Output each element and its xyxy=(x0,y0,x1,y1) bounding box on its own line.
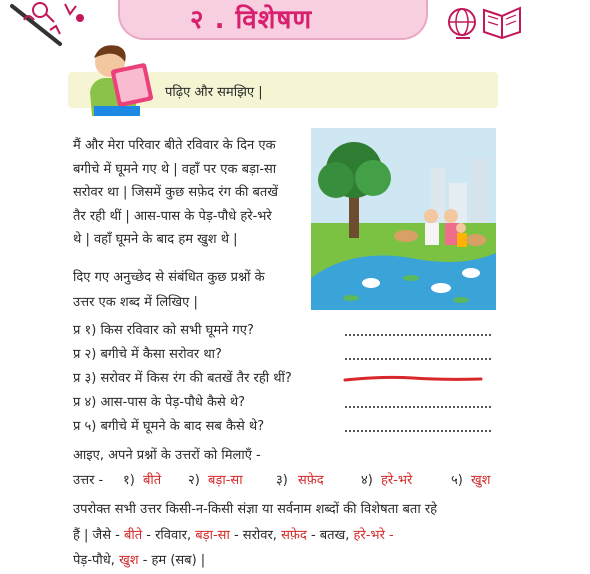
example-rest-4: - xyxy=(389,527,394,543)
answer-number-1: १) xyxy=(123,473,135,488)
question-3: प्र ३) सरोवर में किस रंग की बतखें तैर रही थीं? xyxy=(73,371,292,386)
instruction-line: दिए गए अनुच्छेद से संबंधित कुछ प्रश्नों के xyxy=(73,270,265,285)
paragraph-line: थे | वहाँ घूमने के बाद हम खुश थे | xyxy=(73,232,238,247)
answers-row xyxy=(73,470,503,490)
boy-reading-illustration xyxy=(70,40,160,120)
answer-3: सफ़ेद xyxy=(298,473,324,488)
book-icon xyxy=(480,2,526,42)
summary-line3-prefix: पेड़-पौधे, xyxy=(73,553,115,568)
example-word-4: हरे-भरे xyxy=(353,527,385,543)
question-1: प्र १) किस रविवार को सभी घूमने गए? xyxy=(73,323,254,338)
instruction-line: उत्तर एक शब्द में लिखिए | xyxy=(73,295,198,310)
example-rest-2: - सरोवर, xyxy=(233,527,277,543)
paragraph-line: सरोवर था | जिसमें कुछ सफ़ेद रंग की बतखें xyxy=(73,185,278,200)
example-word-1: बीते xyxy=(123,527,143,543)
answer-number-3: ३) xyxy=(276,473,288,488)
example-rest-3: - बतख, xyxy=(310,527,350,543)
match-answers-heading: आइए, अपने प्रश्नों के उत्तरों को मिलाएँ - xyxy=(73,448,261,463)
example-rest-5: - हम (सब) | xyxy=(142,553,206,568)
answer-number-5: ५) xyxy=(451,473,463,488)
example-word-3: सफ़ेद xyxy=(281,527,307,543)
answer-line-1[interactable] xyxy=(345,334,491,336)
answer-4: हरे-भरे xyxy=(381,473,413,488)
answer-line-4[interactable] xyxy=(345,406,491,408)
summary-line-3 xyxy=(73,548,437,574)
story-paragraph xyxy=(73,134,309,252)
answer-line-2[interactable] xyxy=(345,358,491,360)
answer-5: खुश xyxy=(471,473,491,488)
answer-line-3-underline[interactable] xyxy=(343,374,483,384)
example-rest-1: - रविवार, xyxy=(146,527,192,543)
summary-text xyxy=(73,497,437,574)
family-park-illustration xyxy=(311,128,496,310)
instruction-text xyxy=(73,265,265,315)
answer-1: बीते xyxy=(143,473,162,488)
summary-line-2 xyxy=(73,523,437,549)
read-and-understand-label: पढ़िए और समझिए | xyxy=(165,85,263,100)
answer-number-2: २) xyxy=(188,473,200,488)
paragraph-line: तैर रही थीं | आस-पास के पेड़-पौधे हरे-भरे xyxy=(73,208,272,224)
paragraph-line: बगीचे में घूमने गए थे | वहाँ पर एक बड़ा-सा xyxy=(73,161,277,177)
globe-icon xyxy=(444,4,484,42)
summary-line-1: उपरोक्त सभी उत्तर किसी-न-किसी संज्ञा या सर्वनाम शब्दों की विशेषता बता रहे xyxy=(73,502,438,517)
answers-prefix: उत्तर - xyxy=(73,473,104,488)
chapter-title: २ . विशेषण xyxy=(190,5,313,35)
example-word-5: खुश xyxy=(119,553,139,568)
question-5: प्र ५) बगीचे में घूमने के बाद सब कैसे थे? xyxy=(73,419,265,434)
question-2: प्र २) बगीचे में कैसा सरोवर था? xyxy=(73,347,222,362)
summary-prefix: हैं | जैसे - xyxy=(73,527,120,543)
answer-2: बड़ा-सा xyxy=(208,473,243,488)
paragraph-line: मैं और मेरा परिवार बीते रविवार के दिन एक xyxy=(73,138,276,153)
example-word-2: बड़ा-सा xyxy=(195,527,230,543)
question-4: प्र ४) आस-पास के पेड़-पौधे कैसे थे? xyxy=(73,395,246,410)
answer-line-5[interactable] xyxy=(345,430,491,432)
answer-number-4: ४) xyxy=(361,473,373,488)
